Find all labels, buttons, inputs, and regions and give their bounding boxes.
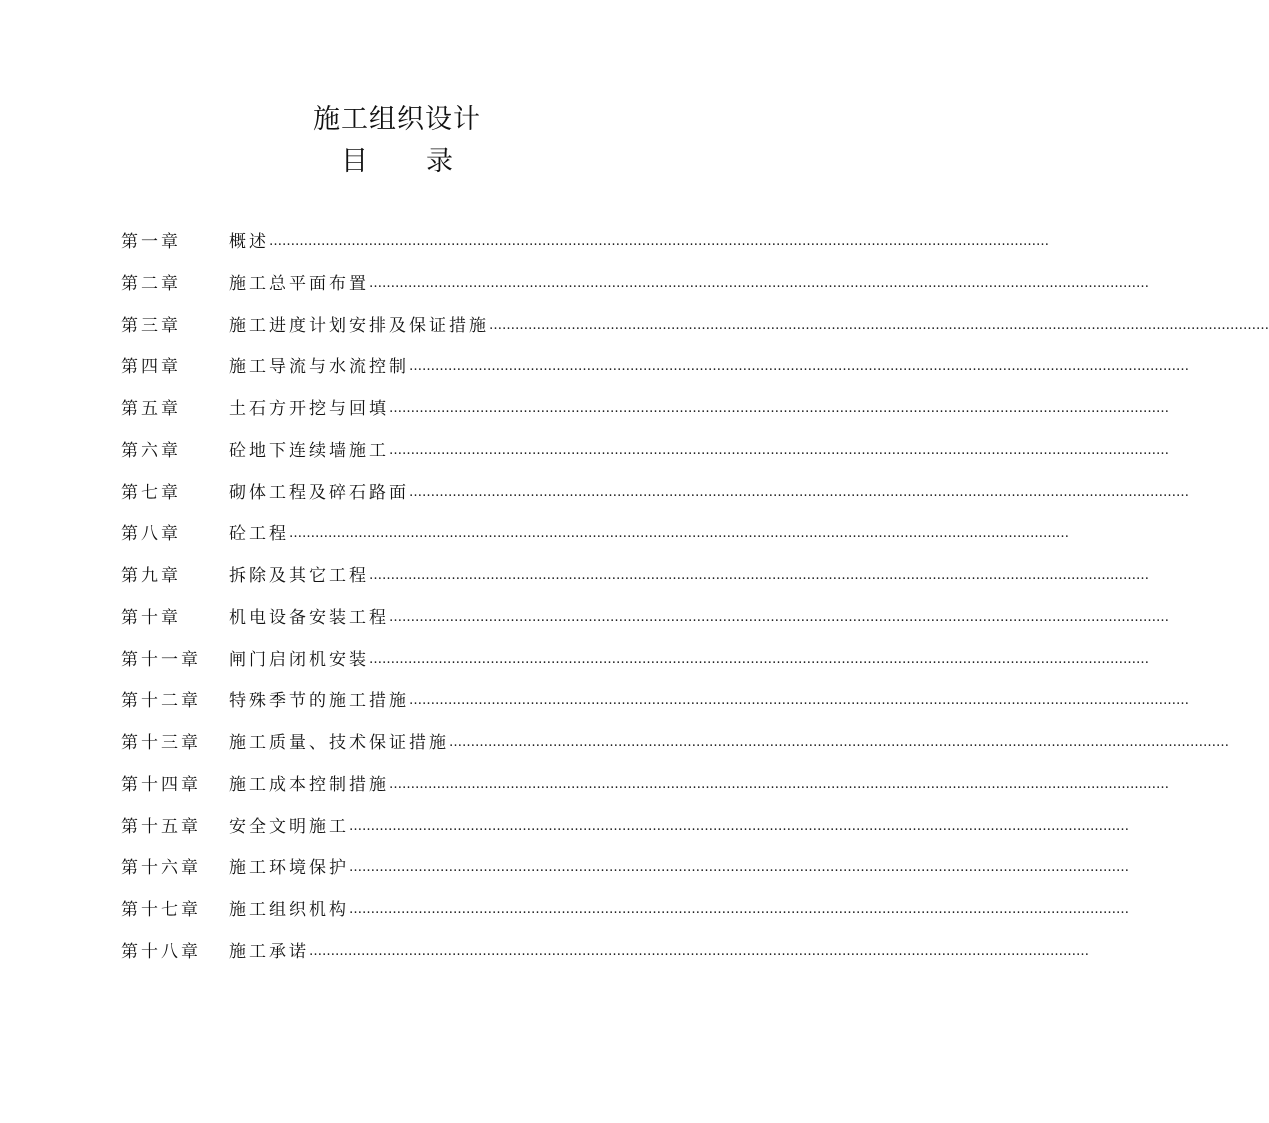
- chapter-title-line: [229, 603, 1169, 633]
- chapter-number: 第十八章: [121, 941, 201, 962]
- chapter-title: 施工环境保护: [229, 858, 349, 879]
- chapter-title-line: [229, 728, 1229, 758]
- table-of-contents-heading: 目录: [341, 146, 511, 177]
- chapter-title: 砼地下连续墙施工: [229, 440, 389, 461]
- toc-entry: [121, 937, 1089, 979]
- toc-entry: [121, 728, 1229, 770]
- dot-leader: ………………………………………………………………………………………………………………………………………………………………: [349, 818, 1129, 834]
- chapter-title: 安全文明施工: [229, 816, 349, 837]
- chapter-number: 第十五章: [121, 816, 201, 837]
- toc-entry: [121, 770, 1169, 812]
- document-title: 施工组织设计: [313, 104, 481, 135]
- chapter-number: 第二章: [121, 273, 181, 294]
- toc-entry: [121, 812, 1129, 854]
- toc-entry: [121, 436, 1169, 478]
- chapter-number: 第一章: [121, 232, 181, 252]
- dot-leader: ………………………………………………………………………………………………………………………………………………………………: [289, 526, 1069, 542]
- toc-entry: [121, 603, 1169, 645]
- chapter-title-line: [229, 478, 1189, 508]
- chapter-title-line: [229, 645, 1149, 675]
- chapter-title: 砼工程: [229, 524, 289, 545]
- toc-entry: [121, 394, 1169, 436]
- chapter-title: 施工总平面布置: [229, 273, 369, 294]
- chapter-title-line: [229, 937, 1089, 967]
- toc-entry: [121, 311, 1269, 353]
- chapter-title-line: [229, 352, 1189, 382]
- dot-leader: ………………………………………………………………………………………………………………………………………………………………: [349, 860, 1129, 876]
- chapter-number: 第十四章: [121, 774, 201, 795]
- chapter-number: 第九章: [121, 566, 181, 586]
- chapter-number: 第三章: [121, 315, 181, 336]
- chapter-title: 土石方开挖与回填: [229, 399, 389, 419]
- chapter-number: 第六章: [121, 440, 181, 461]
- dot-leader: ………………………………………………………………………………………………………………………………………………………………: [349, 902, 1129, 917]
- chapter-title-line: [229, 895, 1129, 925]
- dot-leader: ………………………………………………………………………………………………………………………………………………………………: [389, 442, 1169, 458]
- chapter-title: 概述: [229, 232, 269, 252]
- chapter-title-line: [229, 770, 1169, 800]
- chapter-title: 施工承诺: [229, 941, 309, 962]
- chapter-title: 施工导流与水流控制: [229, 357, 409, 378]
- chapter-title: 施工成本控制措施: [229, 774, 389, 795]
- chapter-title: 机电设备安装工程: [229, 607, 389, 628]
- chapter-title-line: [229, 853, 1129, 883]
- chapter-title-line: [229, 227, 1049, 257]
- chapter-number: 第十七章: [121, 900, 201, 920]
- chapter-title-line: [229, 686, 1189, 716]
- chapter-title: 施工进度计划安排及保证措施: [229, 315, 489, 336]
- chapter-title: 施工质量、技术保证措施: [229, 733, 449, 753]
- chapter-number: 第四章: [121, 357, 181, 378]
- chapter-title-line: [229, 812, 1129, 842]
- chapter-title: 拆除及其它工程: [229, 566, 369, 586]
- chapter-title-line: [229, 311, 1269, 341]
- chapter-number: 第七章: [121, 482, 181, 503]
- table-of-contents: [121, 227, 1269, 979]
- toc-entry: [121, 519, 1069, 561]
- dot-leader: ………………………………………………………………………………………………………………………………………………………………: [409, 359, 1189, 375]
- dot-leader: ………………………………………………………………………………………………………………………………………………………………: [369, 275, 1149, 291]
- chapter-title-line: [229, 436, 1169, 466]
- chapter-title-line: [229, 519, 1069, 549]
- toc-entry: [121, 645, 1149, 687]
- toc-entry: [121, 686, 1189, 728]
- chapter-number: 第八章: [121, 524, 181, 545]
- chapter-number: 第十章: [121, 607, 181, 628]
- chapter-title: 闸门启闭机安装: [229, 649, 369, 670]
- toc-entry: [121, 853, 1129, 895]
- chapter-title: 特殊季节的施工措施: [229, 691, 409, 712]
- chapter-number: 第十二章: [121, 691, 201, 712]
- dot-leader: ………………………………………………………………………………………………………………………………………………………………: [409, 693, 1189, 709]
- chapter-number: 第十三章: [121, 733, 201, 753]
- chapter-title: 施工组织机构: [229, 900, 349, 920]
- toc-entry: [121, 269, 1149, 311]
- toc-entry: [121, 478, 1189, 520]
- chapter-title-line: [229, 269, 1149, 299]
- chapter-number: 第五章: [121, 399, 181, 419]
- chapter-title-line: [229, 561, 1149, 591]
- dot-leader: ………………………………………………………………………………………………………………………………………………………………: [369, 568, 1149, 583]
- dot-leader: ………………………………………………………………………………………………………………………………………………………………: [269, 234, 1049, 249]
- dot-leader: ………………………………………………………………………………………………………………………………………………………………: [309, 943, 1089, 959]
- dot-leader: ………………………………………………………………………………………………………………………………………………………………: [489, 317, 1269, 333]
- chapter-title: 砌体工程及碎石路面: [229, 482, 409, 503]
- chapter-number: 第十六章: [121, 858, 201, 879]
- chapter-number: 第十一章: [121, 649, 201, 670]
- chapter-title-line: [229, 394, 1169, 424]
- toc-entry: [121, 561, 1149, 603]
- toc-entry: [121, 895, 1129, 937]
- dot-leader: ………………………………………………………………………………………………………………………………………………………………: [389, 776, 1169, 792]
- dot-leader: ………………………………………………………………………………………………………………………………………………………………: [389, 609, 1169, 625]
- dot-leader: ………………………………………………………………………………………………………………………………………………………………: [409, 484, 1189, 500]
- toc-entry: [121, 352, 1189, 394]
- toc-entry: [121, 227, 1049, 269]
- dot-leader: ………………………………………………………………………………………………………………………………………………………………: [389, 401, 1169, 416]
- dot-leader: ………………………………………………………………………………………………………………………………………………………………: [369, 651, 1149, 667]
- dot-leader: ………………………………………………………………………………………………………………………………………………………………: [449, 735, 1229, 750]
